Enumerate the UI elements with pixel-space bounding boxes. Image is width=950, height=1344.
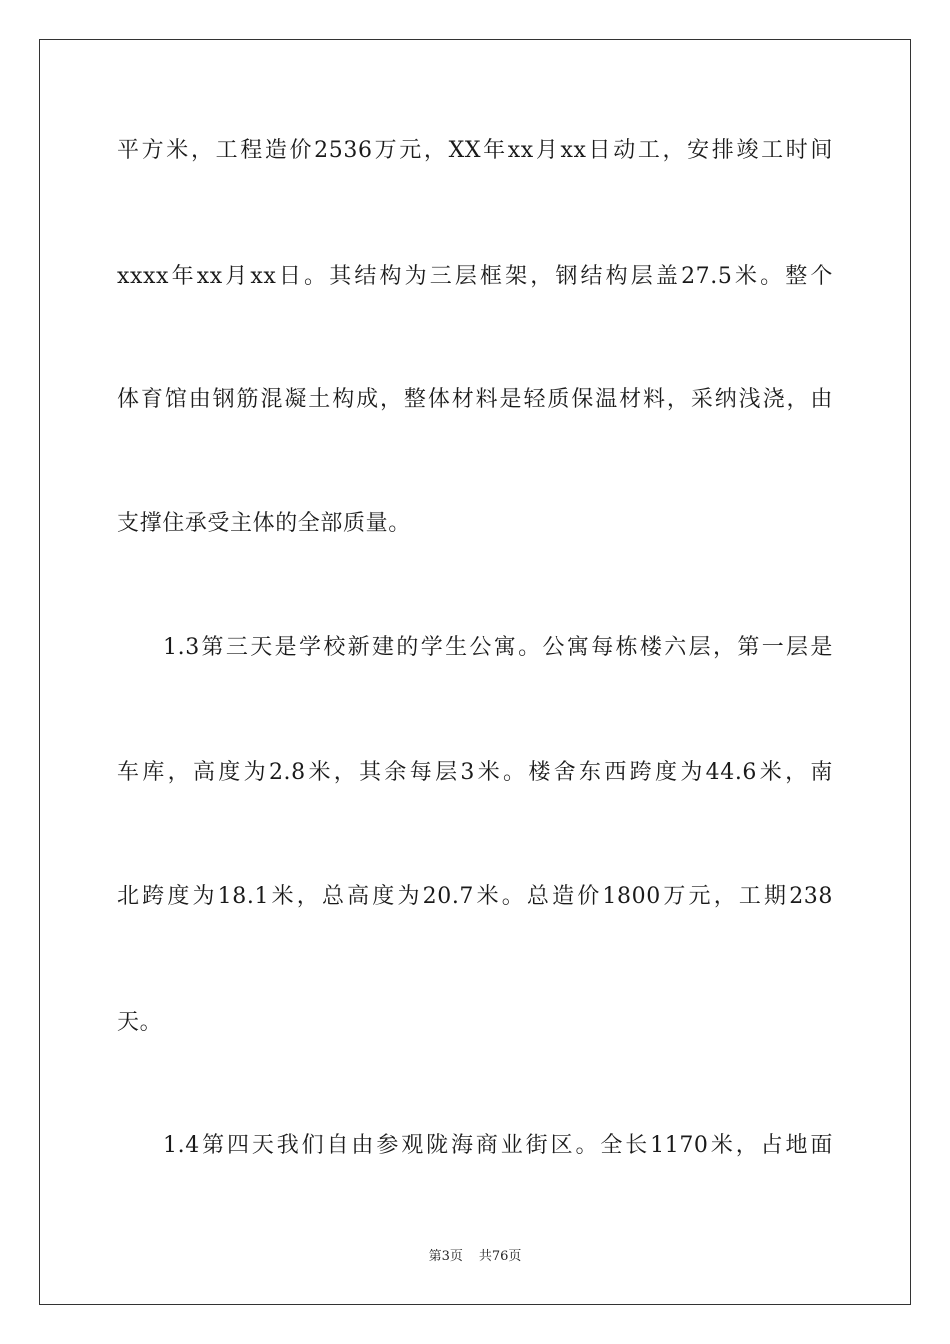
page-number-total: 共76页 — [478, 1249, 522, 1264]
paragraph-line-7: 北跨度为18.1米，总高度为20.7米。总造价1800万元，工期238 — [117, 884, 833, 909]
paragraph-line-6: 车库，高度为2.8米，其余每层3米。楼舍东西跨度为44.6米，南 — [117, 760, 833, 785]
paragraph-line-8: 天。 — [117, 1010, 163, 1035]
paragraph-line-3: 体育馆由钢筋混凝土构成，整体材料是轻质保温材料，采纳浅浇，由 — [117, 387, 833, 412]
page-number-current: 第3页 — [428, 1249, 463, 1264]
paragraph-line-4: 支撑住承受主体的全部质量。 — [117, 511, 411, 536]
paragraph-line-2: xxxx年xx月xx日。其结构为三层框架，钢结构层盖27.5米。整个 — [117, 264, 833, 289]
paragraph-line-1: 平方米，工程造价2536万元，XX年xx月xx日动工，安排竣工时间 — [117, 138, 833, 163]
paragraph-line-9: 1.4第四天我们自由参观陇海商业街区。全长1170米，占地面 — [163, 1133, 833, 1158]
page-border — [39, 39, 911, 1305]
paragraph-line-5: 1.3第三天是学校新建的学生公寓。公寓每栋楼六层，第一层是 — [163, 635, 833, 660]
page-footer — [0, 1248, 950, 1266]
